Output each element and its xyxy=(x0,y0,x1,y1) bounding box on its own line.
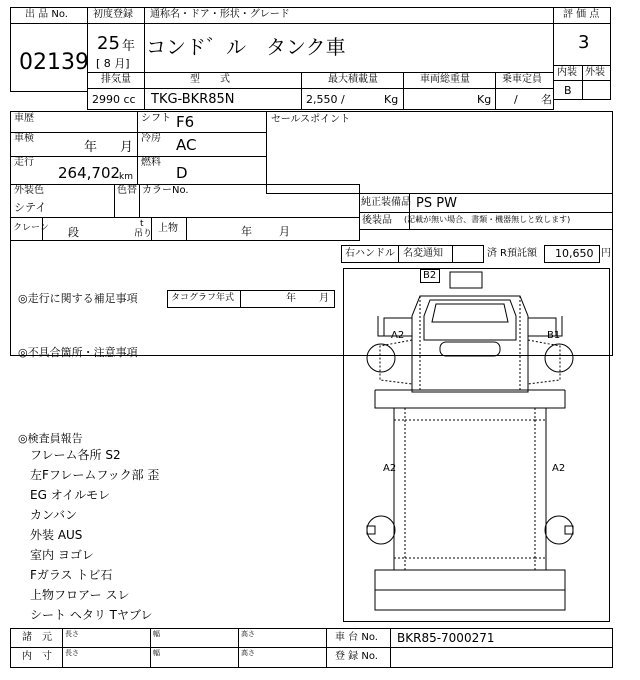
inner-label: 内 寸 xyxy=(22,651,52,662)
crane-label: クレーン xyxy=(13,223,49,233)
sales-point-label: セールスポイント xyxy=(271,114,351,125)
inspector-item: EG オイルモレ xyxy=(30,488,111,502)
color-no-label: 色替 xyxy=(117,185,137,196)
inspector-item: 上物フロアー スレ xyxy=(30,588,130,602)
inspector-label: ◎検査員報告 xyxy=(18,432,83,445)
capacity: / xyxy=(514,93,518,106)
upper-year: 年 xyxy=(241,225,252,238)
footer-frame xyxy=(10,628,613,668)
width-label: 幅 xyxy=(153,649,160,657)
name-change-cell xyxy=(452,245,484,263)
model-label: 型 式 xyxy=(190,74,230,85)
capacity-unit: 名 xyxy=(541,93,552,106)
tachograph-month: 月 xyxy=(319,293,329,304)
driving-notes-label: ◎走行に関する補足事項 xyxy=(18,292,138,305)
mileage-label: 走行 xyxy=(14,157,34,168)
aftermarket-label: 後装品 xyxy=(362,215,392,226)
reg-month: [ 8 月] xyxy=(96,57,130,70)
upper-cell xyxy=(186,217,360,241)
footer-vline xyxy=(390,628,391,668)
inspector-item: カンバン xyxy=(30,508,78,522)
inspection-year-unit: 年 xyxy=(84,140,98,155)
height-label: 高さ xyxy=(241,630,255,638)
history-label: 車歴 xyxy=(14,113,34,124)
exterior-label: 外装 xyxy=(585,67,605,78)
inspector-item: シート ヘタリ Tヤブレ xyxy=(30,608,153,622)
upper-month: 月 xyxy=(279,225,290,238)
damage-mark: B2 xyxy=(423,270,437,281)
inspector-item: 室内 ヨゴレ xyxy=(30,548,94,562)
chassis-label: 車 台 No. xyxy=(335,632,378,643)
inspector-item: 左Fフレームフック部 歪 xyxy=(30,468,160,482)
aftermarket-note: (記載が無い場合、書類・機器無しと致します) xyxy=(404,215,571,224)
footer-vline xyxy=(326,628,327,668)
inspector-item: Fガラス トビ石 xyxy=(30,568,113,582)
max-load-unit: Kg xyxy=(384,93,399,106)
tachograph-label: タコグラフ年式 xyxy=(171,293,235,303)
inspection-label: 車検 xyxy=(14,133,34,144)
mileage: 264,702 xyxy=(58,164,121,182)
reg-no-label: 登 録 No. xyxy=(335,651,378,662)
exterior-color-label: 外装色 xyxy=(14,185,44,196)
displacement: 2990 cc xyxy=(92,93,136,106)
capacity-label: 乗車定員 xyxy=(502,74,542,85)
score: 3 xyxy=(578,32,590,53)
ac-label: 冷房 xyxy=(141,133,161,144)
shift-label: シフト xyxy=(141,113,171,124)
interior-grade: B xyxy=(564,84,572,97)
lot-no: 02139 xyxy=(19,50,89,75)
inspector-item: 外装 AUS xyxy=(30,528,83,542)
fuel: D xyxy=(176,164,188,182)
car-name: コンド゛ル タンク車 xyxy=(146,35,346,59)
footer-vline xyxy=(150,628,151,668)
recycle-label: R預託額 xyxy=(500,248,537,259)
inspector-item: フレーム各所 S2 xyxy=(30,448,121,462)
footer-vline xyxy=(62,628,63,668)
max-load-label: 最大積載量 xyxy=(328,74,378,85)
steering: 右ハンドル xyxy=(345,248,395,259)
factory-equipment-label: 純正装備品 xyxy=(361,197,411,208)
damage-mark: A2 xyxy=(391,330,405,341)
reg-label: 初度登録 xyxy=(93,9,133,20)
gross-weight-label: 車両総重量 xyxy=(420,74,470,85)
max-load: 2,550 / xyxy=(306,93,345,106)
crane-lift: 吊り xyxy=(134,229,153,239)
crane-stage: 段 xyxy=(68,226,79,239)
deposit-label: 済 xyxy=(487,248,497,259)
inspection-month-unit: 月 xyxy=(120,140,134,155)
footer-vline xyxy=(238,628,239,668)
exterior-color: シテイ xyxy=(14,201,47,214)
color-code-label: カラーNo. xyxy=(142,185,189,196)
recycle-value: 10,650 xyxy=(555,247,594,260)
damage-mark: B1 xyxy=(547,330,561,341)
dims-label: 諸 元 xyxy=(22,632,52,643)
chassis-no: BKR85-7000271 xyxy=(397,631,495,645)
length-label: 長さ xyxy=(65,630,79,638)
defects-label: ◎不具合箇所・注意事項 xyxy=(18,346,138,359)
gross-weight-unit: Kg xyxy=(477,93,492,106)
recycle-unit: 円 xyxy=(601,248,611,259)
fuel-label: 燃料 xyxy=(141,157,161,168)
width-label: 幅 xyxy=(153,630,160,638)
name-label: 通称名・ドア・形状・グレード xyxy=(150,9,290,20)
factory-equipment: PS PW xyxy=(416,196,457,211)
footer-divider xyxy=(10,647,613,648)
reg-year-unit: 年 xyxy=(122,39,136,54)
tachograph-year: 年 xyxy=(286,293,296,304)
tachograph-divider xyxy=(240,290,241,308)
model: TKG-BKR85N xyxy=(151,92,235,107)
score-label: 評 価 点 xyxy=(563,9,600,20)
length-label: 長さ xyxy=(65,649,79,657)
damage-mark: A2 xyxy=(383,463,397,474)
shift: F6 xyxy=(176,113,195,131)
ac: AC xyxy=(176,136,197,154)
upper-label: 上物 xyxy=(158,223,178,234)
interior-label: 内装 xyxy=(557,67,577,78)
mileage-unit: km xyxy=(119,172,133,182)
displacement-label: 排気量 xyxy=(101,74,131,85)
damage-mark: A2 xyxy=(552,463,566,474)
crane-lift-t: t xyxy=(140,219,144,229)
truck-diagram-frame xyxy=(343,268,610,622)
height-label: 高さ xyxy=(241,649,255,657)
lot-no-label: 出 品 No. xyxy=(25,9,68,20)
exterior-grade-cell xyxy=(582,80,611,100)
name-change-label: 名変通知 xyxy=(403,248,443,259)
reg-year: 25 xyxy=(97,33,120,54)
